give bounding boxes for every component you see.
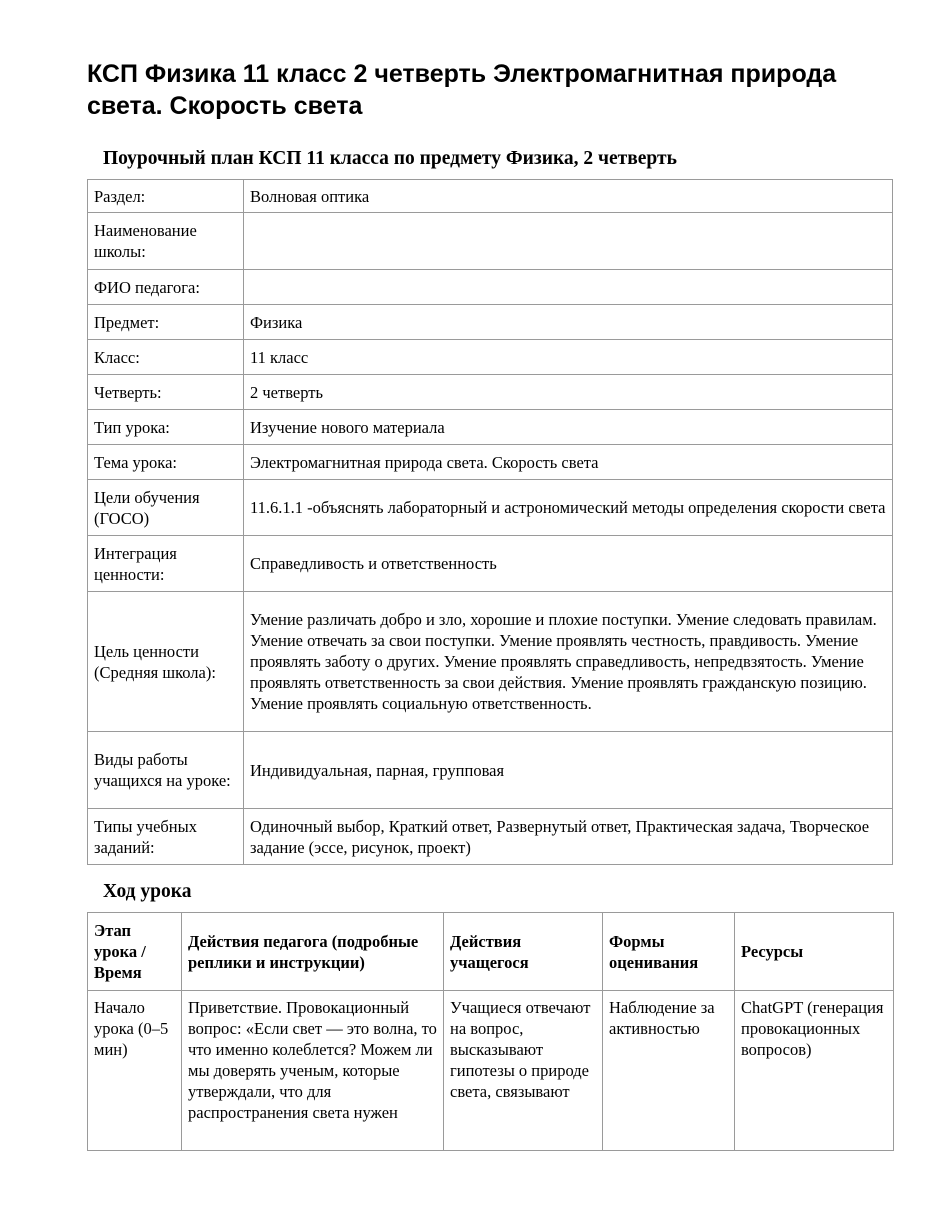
lesson-row bbox=[88, 991, 894, 1151]
plan-row bbox=[88, 592, 893, 732]
lesson-header-row bbox=[88, 913, 894, 991]
plan-row-value bbox=[244, 270, 893, 305]
lesson-flow-table bbox=[87, 912, 894, 1151]
lesson-plan-table bbox=[87, 179, 893, 865]
plan-row bbox=[88, 213, 893, 270]
plan-row-value: Умение различать добро и зло, хорошие и плохие поступки. Умение следовать правилам. Умение отвечать за свои поступки. Умение проявлять честность, правдивость. Умение проявлять заботу о других. Умение проявлять справедливость, непредвзятость. Умение проявлять ответственность за свои действия. Умение проявлять гражданскую позицию. Умение проявлять социальную ответственность. bbox=[244, 592, 893, 732]
plan-row bbox=[88, 480, 893, 536]
plan-row bbox=[88, 809, 893, 865]
plan-row-value: 11 класс bbox=[244, 340, 893, 375]
plan-row bbox=[88, 445, 893, 480]
plan-row-value: Электромагнитная природа света. Скорость света bbox=[244, 445, 893, 480]
lesson-cell: Учащиеся отвечают на вопрос, высказывают гипотезы о природе света, связывают bbox=[444, 991, 603, 1151]
plan-row-value: Изучение нового материала bbox=[244, 410, 893, 445]
plan-row-value: Физика bbox=[244, 305, 893, 340]
lesson-column-header: Формы оценивания bbox=[603, 913, 735, 991]
lesson-cell: Наблюдение за активностью bbox=[603, 991, 735, 1151]
plan-row-label: Класс: bbox=[88, 340, 244, 375]
plan-row bbox=[88, 270, 893, 305]
lesson-cell: Начало урока (0–5 мин) bbox=[88, 991, 182, 1151]
plan-row-label: Типы учебных заданий: bbox=[88, 809, 244, 865]
lesson-column-header: Этап урока / Время bbox=[88, 913, 182, 991]
plan-row bbox=[88, 732, 893, 809]
plan-row-value: Справедливость и ответственность bbox=[244, 536, 893, 592]
lesson-cell: Приветствие. Провокационный вопрос: «Если свет — это волна, то что именно колеблется? Можем ли мы доверять ученым, которые утверждали, что для распространения света нужен bbox=[182, 991, 444, 1151]
plan-row-label: Цель ценности (Средняя школа): bbox=[88, 592, 244, 732]
lesson-flow-heading: Ход урока bbox=[103, 881, 192, 902]
plan-row bbox=[88, 180, 893, 213]
plan-row-label: ФИО педагога: bbox=[88, 270, 244, 305]
plan-row bbox=[88, 340, 893, 375]
plan-row bbox=[88, 375, 893, 410]
plan-row-label: Предмет: bbox=[88, 305, 244, 340]
plan-row bbox=[88, 305, 893, 340]
plan-row-label: Наименование школы: bbox=[88, 213, 244, 270]
plan-row-value: Индивидуальная, парная, групповая bbox=[244, 732, 893, 809]
plan-heading: Поурочный план КСП 11 класса по предмету Физика, 2 четверть bbox=[103, 148, 677, 169]
plan-row-value bbox=[244, 213, 893, 270]
plan-row bbox=[88, 410, 893, 445]
page-title: КСП Физика 11 класс 2 четверть Электромагнитная природа света. Скорость света bbox=[87, 60, 837, 120]
plan-row-label: Интеграция ценности: bbox=[88, 536, 244, 592]
plan-row bbox=[88, 536, 893, 592]
lesson-column-header: Действия педагога (подробные реплики и инструкции) bbox=[182, 913, 444, 991]
plan-row-label: Четверть: bbox=[88, 375, 244, 410]
plan-row-label: Тема урока: bbox=[88, 445, 244, 480]
lesson-column-header: Ресурсы bbox=[735, 913, 894, 991]
plan-row-label: Цели обучения (ГОСО) bbox=[88, 480, 244, 536]
plan-row-label: Тип урока: bbox=[88, 410, 244, 445]
plan-row-value: 11.6.1.1 -объяснять лабораторный и астрономический методы определения скорости света bbox=[244, 480, 893, 536]
lesson-column-header: Действия учащегося bbox=[444, 913, 603, 991]
plan-row-value: 2 четверть bbox=[244, 375, 893, 410]
plan-row-value: Волновая оптика bbox=[244, 180, 893, 213]
plan-row-value: Одиночный выбор, Краткий ответ, Развернутый ответ, Практическая задача, Творческое задание (эссе, рисунок, проект) bbox=[244, 809, 893, 865]
lesson-cell: ChatGPT (генерация провокационных вопросов) bbox=[735, 991, 894, 1151]
plan-row-label: Виды работы учащихся на уроке: bbox=[88, 732, 244, 809]
plan-row-label: Раздел: bbox=[88, 180, 244, 213]
